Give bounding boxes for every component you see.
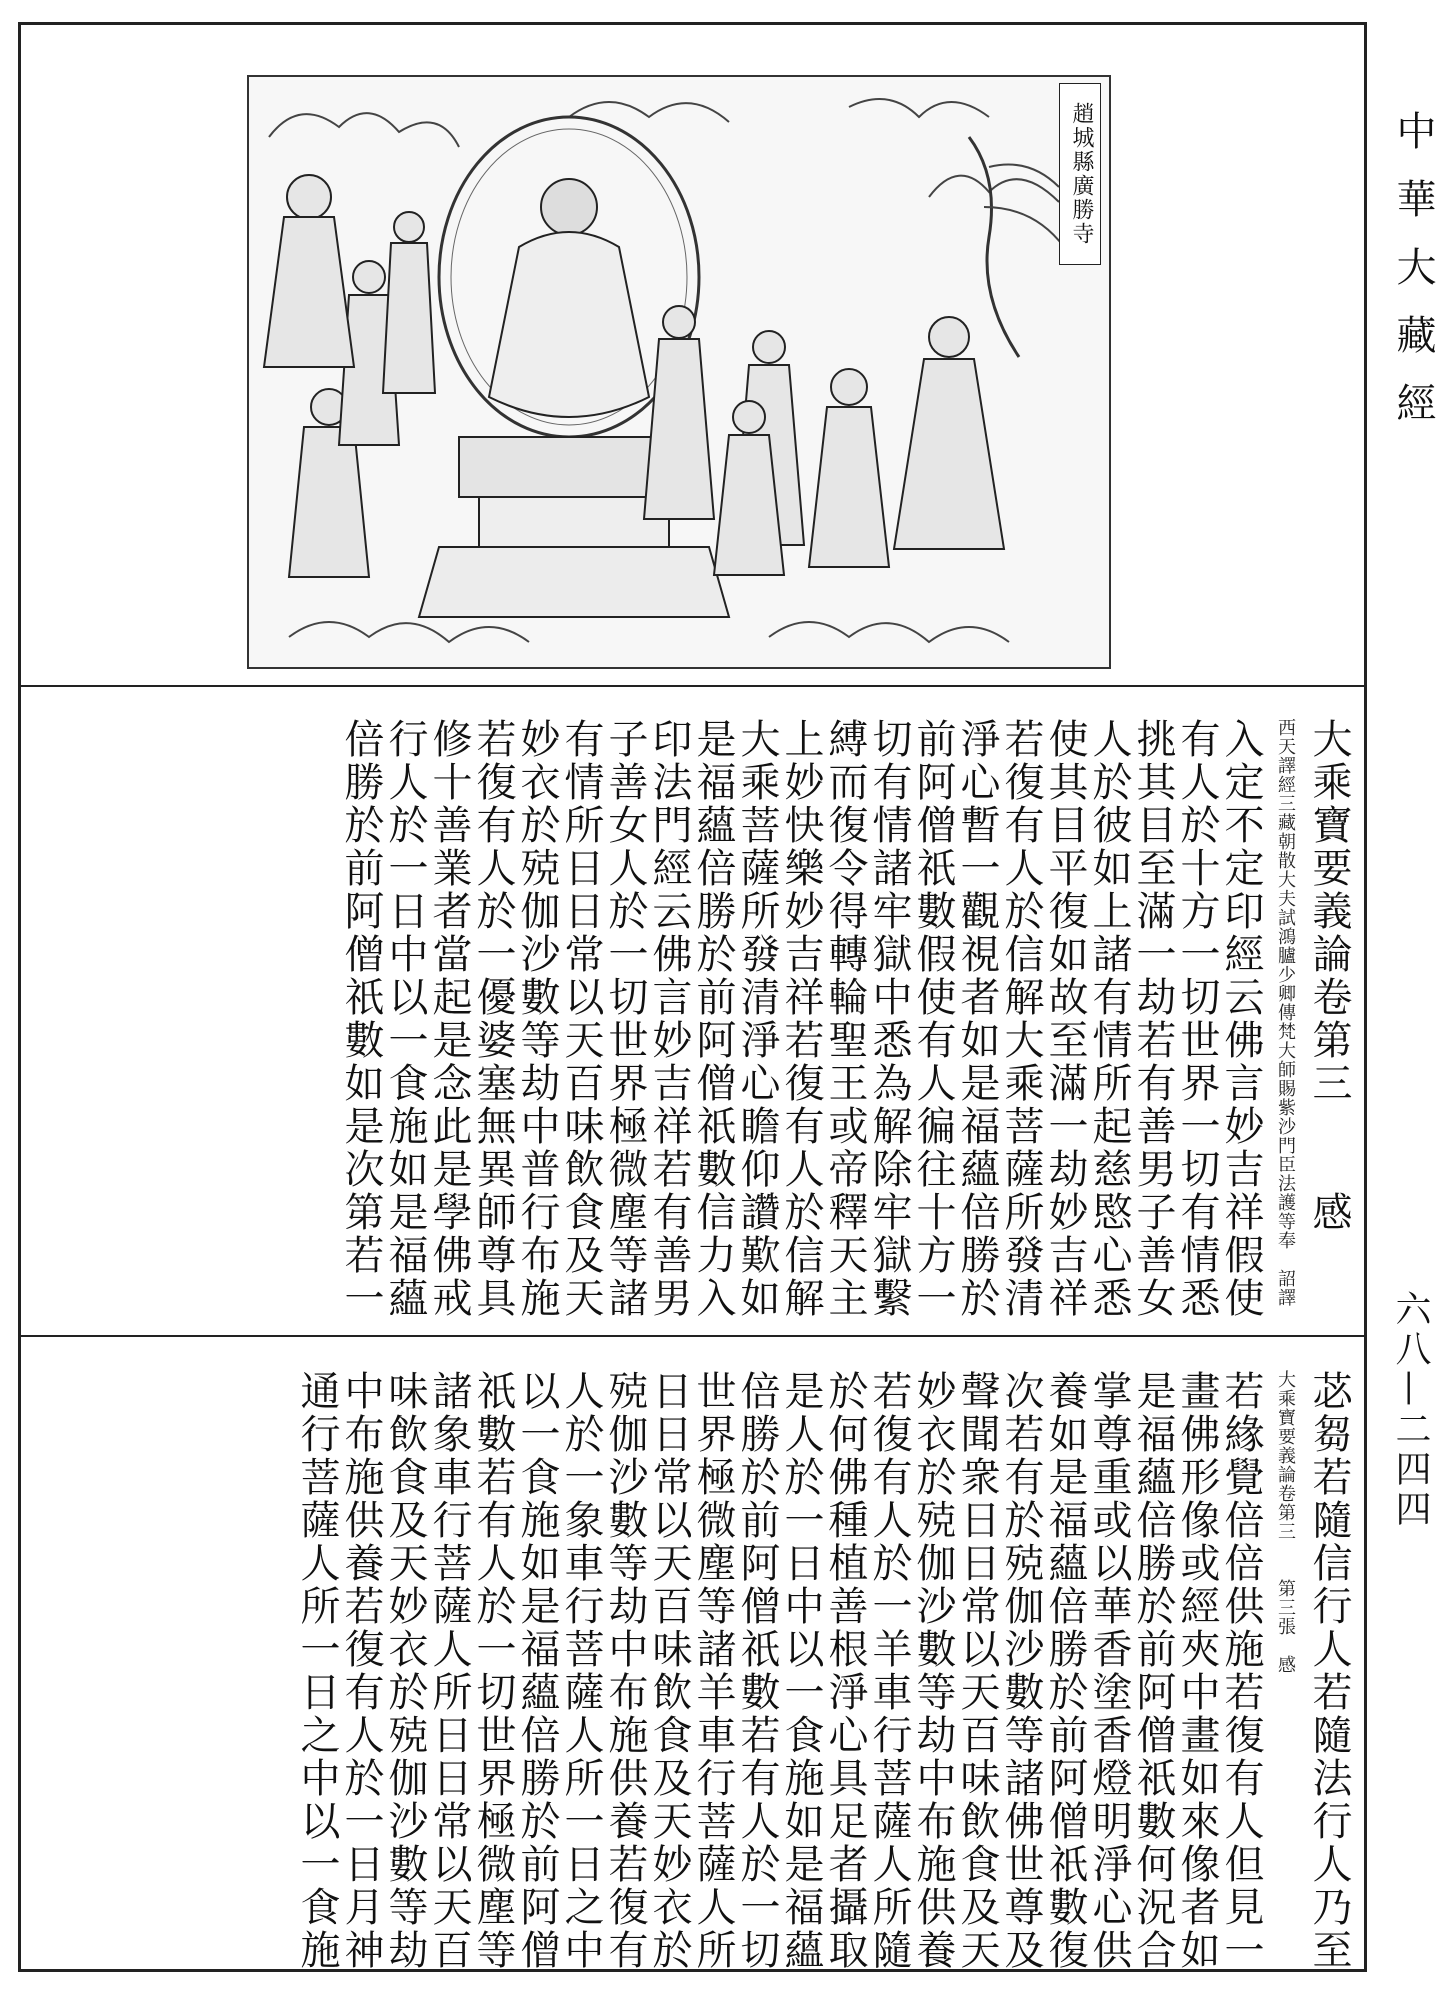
text-column: 聲聞衆日日常以天百味飲食及天 — [954, 1370, 1000, 1972]
text-column: 祇數若有人於一切世界極微塵等 — [470, 1370, 516, 1972]
illustration — [247, 75, 1111, 669]
text-column: 是福蘊倍勝於前阿僧祇數信力入 — [690, 718, 736, 1320]
text-column: 於何佛種植善根淨心具足者攝取 — [822, 1370, 868, 1972]
series-title: 中華大藏經 — [1390, 110, 1436, 450]
text-column: 養如是福蘊倍勝於前阿僧祇數復 — [1042, 1370, 1088, 1972]
text-column: 修十善業者當起是念此是學佛戒 — [426, 718, 472, 1320]
text-column: 前阿僧祇數假使有人徧往十方一 — [910, 718, 956, 1320]
text-column: 大乘寶要義論卷第三 感 — [1306, 718, 1352, 1234]
text-column: 挑其目至滿一劫若有善男子善女 — [1130, 718, 1176, 1320]
text-column: 大乘菩薩所發清淨心瞻仰讚歎如 — [734, 718, 780, 1320]
text-column: 世界極微塵等諸羊車行菩薩人所 — [690, 1370, 736, 1972]
text-column: 以一食施如是福蘊倍勝於前阿僧 — [514, 1370, 560, 1972]
text-column: 殑伽沙數等劫中布施供養若復有 — [602, 1370, 648, 1972]
text-column: 妙衣於殑伽沙數等劫中普行布施 — [514, 718, 560, 1320]
text-column: 使其目平復如故至滿一劫妙吉祥 — [1042, 718, 1088, 1320]
text-column: 次若有於殑伽沙數等諸佛世尊及 — [998, 1370, 1044, 1972]
page-frame — [18, 22, 1367, 1972]
text-column: 倍勝於前阿僧祇數若有人於一切 — [734, 1370, 780, 1972]
text-column: 畫佛形像或經夾中畫如來像者如 — [1174, 1370, 1220, 1972]
divider-top — [21, 685, 1364, 687]
text-column: 通行菩薩人所一日之中以一食施 — [294, 1370, 340, 1972]
text-column: 入定不定印經云佛言妙吉祥假使 — [1218, 718, 1264, 1320]
temple-name-cartouche: 趙城縣廣勝寺 — [1059, 83, 1101, 265]
text-panel-1 — [41, 718, 1351, 1318]
text-column: 人於彼如上諸有情所起慈愍心悉 — [1086, 718, 1132, 1320]
text-column: 縛而復令得轉輪聖王或帝釋天主 — [822, 718, 868, 1320]
text-column: 味飲食及天妙衣於殑伽沙數等劫 — [382, 1370, 428, 1972]
text-column: 諸象車行菩薩人所日日常以天百 — [426, 1370, 472, 1972]
text-panel-2 — [41, 1370, 1352, 1972]
page-number: 六八—二四四 — [1390, 1290, 1431, 1530]
text-column: 苾芻若隨信行人若隨法行人乃至 — [1306, 1370, 1352, 1972]
text-column: 子善女人於一切世界極微塵等諸 — [602, 718, 648, 1320]
text-column: 行人於一日中以一食施如是福蘊 — [382, 718, 428, 1320]
text-column: 若復有人於信解大乘菩薩所發清 — [998, 718, 1044, 1320]
text-column: 倍勝於前阿僧祇數如是次第若一 — [338, 718, 384, 1320]
text-column: 若緣覺倍倍供施若復有人但見一 — [1218, 1370, 1264, 1972]
buddha-assembly-drawing — [249, 77, 1109, 667]
text-column: 切有情諸牢獄中悉為解除牢獄繫 — [866, 718, 912, 1320]
text-column: 印法門經云佛言妙吉祥若有善男 — [646, 718, 692, 1320]
text-column: 若復有人於一優婆塞無異師尊具 — [470, 718, 516, 1320]
text-column: 有人於十方一切世界一切有情悉 — [1174, 718, 1220, 1320]
text-column: 是福蘊倍勝於前阿僧祇數何況合 — [1130, 1370, 1176, 1972]
text-column: 若復有人於一羊車行菩薩人所隨 — [866, 1370, 912, 1972]
translator-note: 西天譯經三藏朝散大夫試鴻臚少卿傳梵大師賜紫沙門臣法護等奉 詔譯 — [1275, 718, 1296, 1307]
text-column: 日日常以天百味飲食及天妙衣於 — [646, 1370, 692, 1972]
text-column: 有情所日日常以天百味飲食及天 — [558, 718, 604, 1320]
running-head: 大乘寶要義論卷第三 第三張 感 — [1275, 1370, 1296, 1674]
divider-middle — [21, 1335, 1364, 1337]
text-column: 中布施供養若復有人於一日月神 — [338, 1370, 384, 1972]
text-column: 妙衣於殑伽沙數等劫中布施供養 — [910, 1370, 956, 1972]
text-column: 掌尊重或以華香塗香燈明淨心供 — [1086, 1370, 1132, 1972]
text-column: 是人於一日中以一食施如是福蘊 — [778, 1370, 824, 1972]
text-column: 人於一象車行菩薩人所一日之中 — [558, 1370, 604, 1972]
text-column: 上妙快樂妙吉祥若復有人於信解 — [778, 718, 824, 1320]
text-column: 淨心暫一觀視者如是福蘊倍勝於 — [954, 718, 1000, 1320]
